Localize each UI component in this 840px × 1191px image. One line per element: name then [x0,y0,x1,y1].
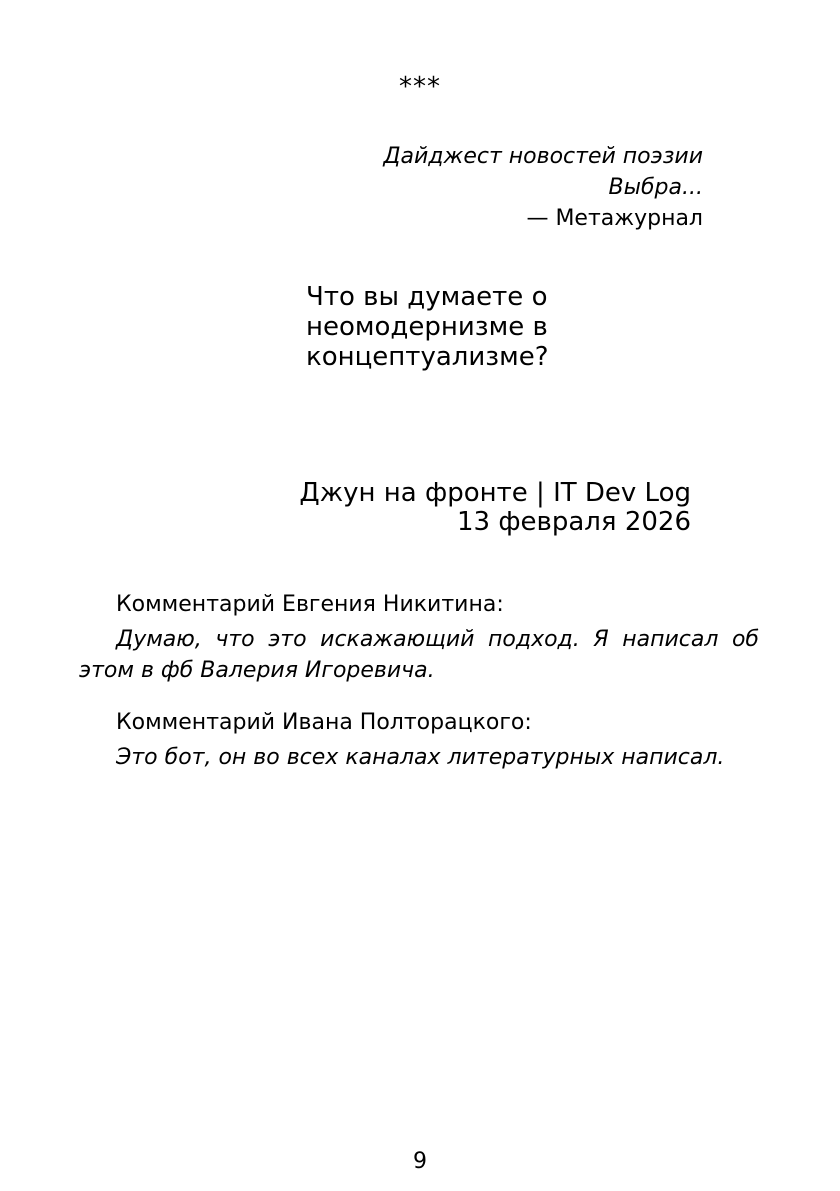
post-date: 13 февраля 2026 [456,507,691,537]
comment [79,708,759,773]
epigraph-source: — Метажурнал [526,206,703,231]
comment-author: Комментарий Евгения Никитина: [116,592,504,617]
epigraph-quote-line: Дайджест новостей поэзии [383,144,703,169]
post-meta [299,479,691,537]
epigraph [383,141,703,234]
post-question: Что вы думаете о неомодернизме в концептуализме? [306,282,549,372]
comments-section [79,590,759,795]
comment-text: Это бот, он во всех каналах литературных написал. [116,745,725,770]
section-separator: *** [399,72,441,102]
comment [79,590,759,686]
epigraph-quote-line: Выбра... [608,175,703,200]
comment-text: Думаю, что это искажающий подход. Я написал об этом в фб Валерия Игоревича. [79,627,759,683]
comment-author: Комментарий Ивана Полторацкого: [116,710,532,735]
channel-name: Джун на фронте | IT Dev Log [299,478,691,508]
page-number: 9 [413,1149,427,1174]
